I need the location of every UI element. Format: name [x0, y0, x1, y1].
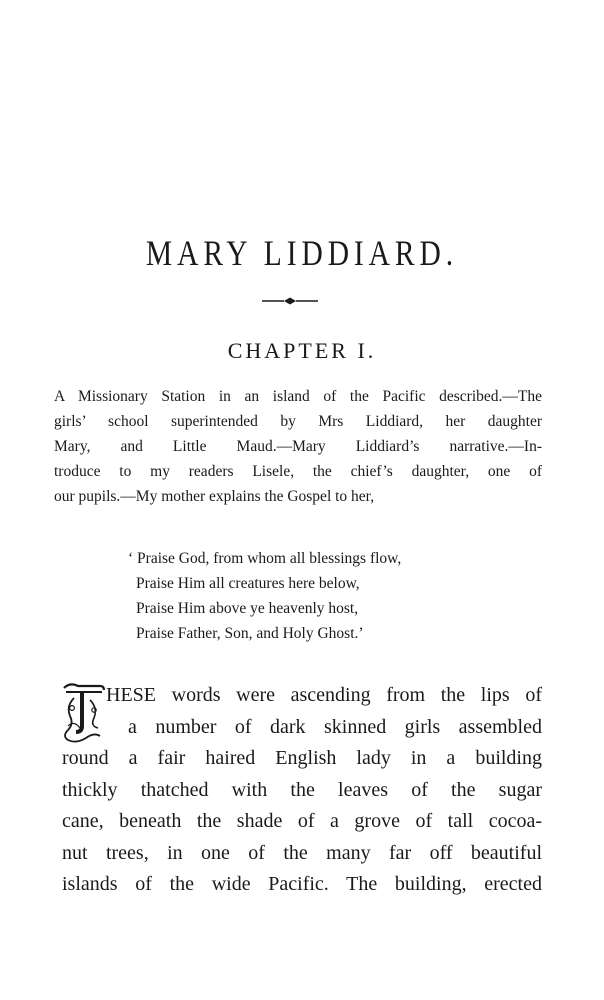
verse-line: Praise Him all creatures here below,: [136, 575, 360, 592]
body-line: a number of dark skinned girls assembled: [128, 715, 542, 738]
hymn-verse: [128, 546, 401, 646]
synopsis-line: troduce to my readers Lisele, the chief’s daughter, one of: [54, 463, 542, 480]
body-line: thickly thatched with the leaves of the sugar: [62, 778, 542, 801]
body-line: round a fair haired English lady in a building: [62, 747, 542, 769]
body-line: nut trees, in one of the many far off beautiful: [62, 841, 542, 864]
body-line: cane, beneath the shade of a grove of tall cocoa-: [62, 810, 542, 832]
synopsis-line: our pupils.—My mother explains the Gospel to her,: [54, 488, 375, 505]
synopsis-line: Mary, and Little Maud.—Mary Liddiard’s narrative.—In-: [54, 438, 542, 455]
synopsis-line: A Missionary Station in an island of the Pacific described.—The: [54, 388, 542, 405]
body-line: islands of the wide Pacific. The building, erected: [62, 873, 542, 895]
verse-line: ‘ Praise God, from whom all blessings flow,: [128, 550, 402, 567]
verse-line: Praise Father, Son, and Holy Ghost.’: [136, 625, 364, 642]
drop-cap-text: T: [82, 724, 84, 725]
synopsis-line: girls’ school superintended by Mrs Liddiard, her daughter: [54, 413, 542, 430]
verse-line: Praise Him above ye heavenly host,: [136, 600, 359, 617]
chapter-synopsis: [54, 384, 542, 509]
body-line: HESE words were ascending from the lips of: [106, 684, 542, 706]
chapter-body: [62, 680, 542, 901]
chapter-heading: CHAPTER I.: [227, 338, 377, 363]
book-title: MARY LIDDIARD.: [145, 233, 459, 273]
ornament-divider-icon: [262, 296, 318, 306]
